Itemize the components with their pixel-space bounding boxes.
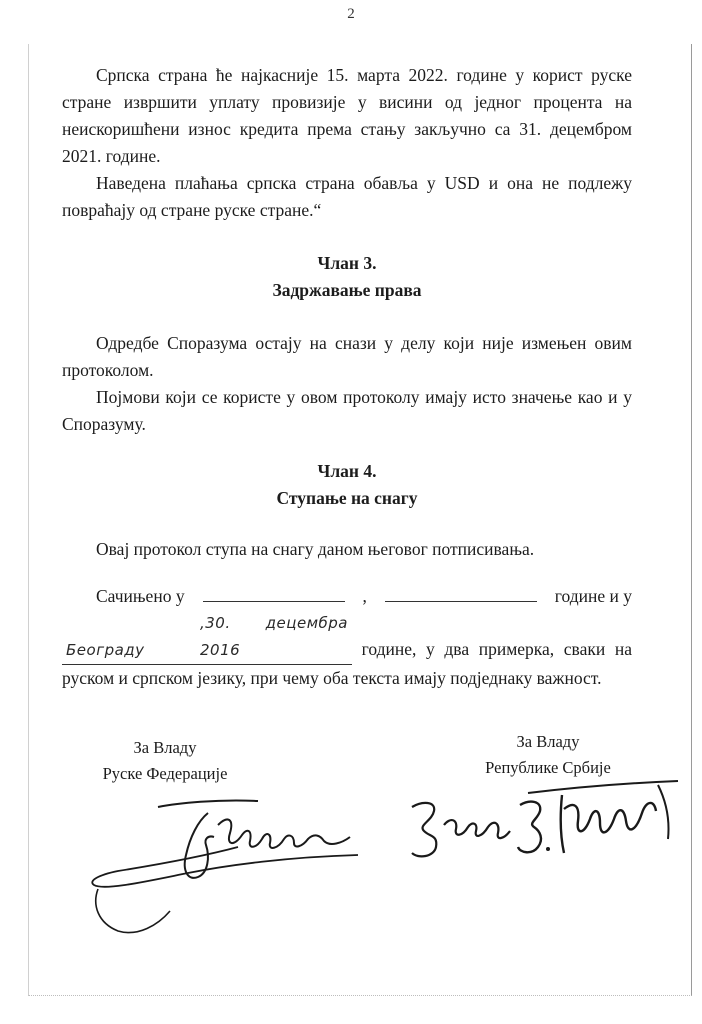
signatory-serbia-line1: За Владу	[516, 732, 580, 751]
signatory-russia-line1: За Владу	[133, 738, 197, 757]
article-4-number: Члан 4.	[317, 461, 377, 481]
paragraph-usd-payments: Наведена плаћања српска страна обавља у USD и она не подлежу повраћају од стране руске стране.“	[62, 173, 632, 220]
signatory-russia-line2: Руске Федерације	[102, 764, 228, 783]
signatory-serbia-line2: Републике Србије	[485, 758, 611, 777]
handwritten-city: Београду	[62, 637, 196, 665]
blank-date-line	[385, 583, 537, 602]
paragraph-terms-meaning: Појмови који се користе у овом протоколу имају исто значење као и у Споразуму.	[62, 387, 632, 434]
paragraph-commission-fee: Српска страна ће најкасније 15. марта 2022. године у корист руске стране извршити уплату провизије у висини од једног процента на неискоришћени износ кредита према стању закључно са 31. децембром 2021. године.	[62, 65, 632, 166]
paragraph-agreement-provisions: Одредбе Споразума остају на снази у делу који није измењен овим протоколом.	[62, 333, 632, 380]
signatory-russia	[90, 735, 240, 787]
paragraph-entry-into-force: Овај протокол ступа на снагу даном његовог потписивања.	[96, 539, 535, 559]
signature-serbia	[378, 765, 688, 905]
closing-text-part3: године, у два примерка, сваки на руском и српском језику, при чему оба текста имају подједнаку важност.	[62, 639, 632, 688]
handwritten-date: ,30. децембра 2016	[196, 610, 352, 665]
article-3-title: Задржавање права	[272, 280, 422, 300]
closing-separator: ,	[362, 586, 367, 606]
page-number: 2	[347, 6, 355, 22]
closing-clause	[62, 583, 632, 692]
article-4-title: Ступање на снагу	[276, 488, 418, 508]
signature-russia	[58, 785, 378, 945]
signature-area	[28, 732, 692, 935]
document-body	[62, 62, 632, 692]
blank-place-line	[203, 583, 345, 602]
article-3-number: Члан 3.	[317, 253, 377, 273]
closing-text-part1: Сачињено у	[96, 586, 185, 606]
closing-text-part2: године и у	[554, 586, 632, 606]
